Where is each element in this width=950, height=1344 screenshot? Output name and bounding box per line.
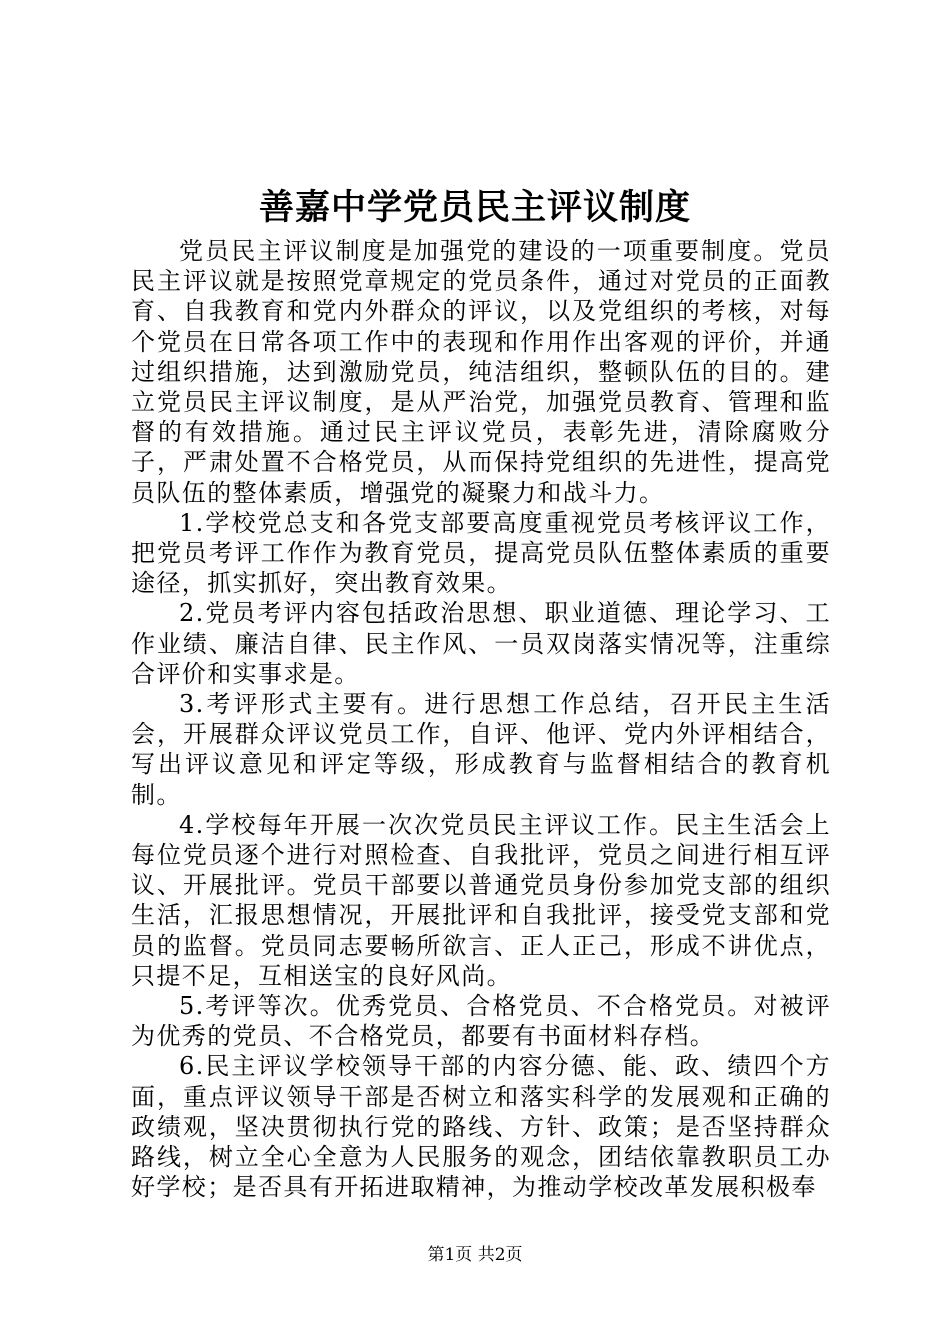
paragraph-item-1: 1.学校党总支和各党支部要高度重视党员考核评议工作，把党员考评工作作为教育党员，提高党员队伍整体素质的重要途径，抓实抓好，突出教育效果。 (131, 508, 831, 598)
paragraph-intro: 党员民主评议制度是加强党的建设的一项重要制度。党员民主评议就是按照党章规定的党员条件，通过对党员的正面教育、自我教育和党内外群众的评议，以及党组织的考核，对每个党员在日常各项工作中的表现和作用作出客观的评价，并通过组织措施，达到激励党员，纯洁组织，整顿队伍的目的。建立党员民主评议制度，是从严治党，加强党员教育、管理和监督的有效措施。通过民主评议党员，表彰先进，清除腐败分子，严肃处置不合格党员，从而保持党组织的先进性，提高党员队伍的整体素质，增强党的凝聚力和战斗力。 (131, 237, 831, 507)
paragraph-item-6: 6.民主评议学校领导干部的内容分德、能、政、绩四个方面，重点评议领导干部是否树立和落实科学的发展观和正确的政绩观，坚决贯彻执行党的路线、方针、政策；是否坚持群众路线，树立全心全意为人民服务的观念，团结依靠教职员工办好学校；是否具有开拓进取精神，为推动学校改革发展积极奉 (131, 1052, 831, 1202)
document-title: 善嘉中学党员民主评议制度 (258, 187, 691, 228)
paragraph-item-3: 3.考评形式主要有。进行思想工作总结，召开民主生活会，开展群众评议党员工作，自评、他评、党内外评相结合，写出评议意见和评定等级，形成教育与监督相结合的教育机制。 (131, 690, 831, 809)
paragraph-item-5: 5.考评等次。优秀党员、合格党员、不合格党员。对被评为优秀的党员、不合格党员，都要有书面材料存档。 (131, 992, 831, 1051)
document-body (131, 236, 831, 1203)
paragraph-item-4: 4.学校每年开展一次次党员民主评议工作。民主生活会上每位党员逐个进行对照检查、自我批评，党员之间进行相互评议、开展批评。党员干部要以普通党员身份参加党支部的组织生活，汇报思想情况，开展批评和自我批评，接受党支部和党员的监督。党员同志要畅所欲言、正人正己，形成不讲优点，只提不足，互相送宝的良好风尚。 (131, 810, 831, 990)
paragraph-item-2: 2.党员考评内容包括政治思想、职业道德、理论学习、工作业绩、廉洁自律、民主作风、一员双岗落实情况等，注重综合评价和实事求是。 (131, 599, 831, 688)
page-footer: 第1页 共2页 (427, 1245, 523, 1265)
